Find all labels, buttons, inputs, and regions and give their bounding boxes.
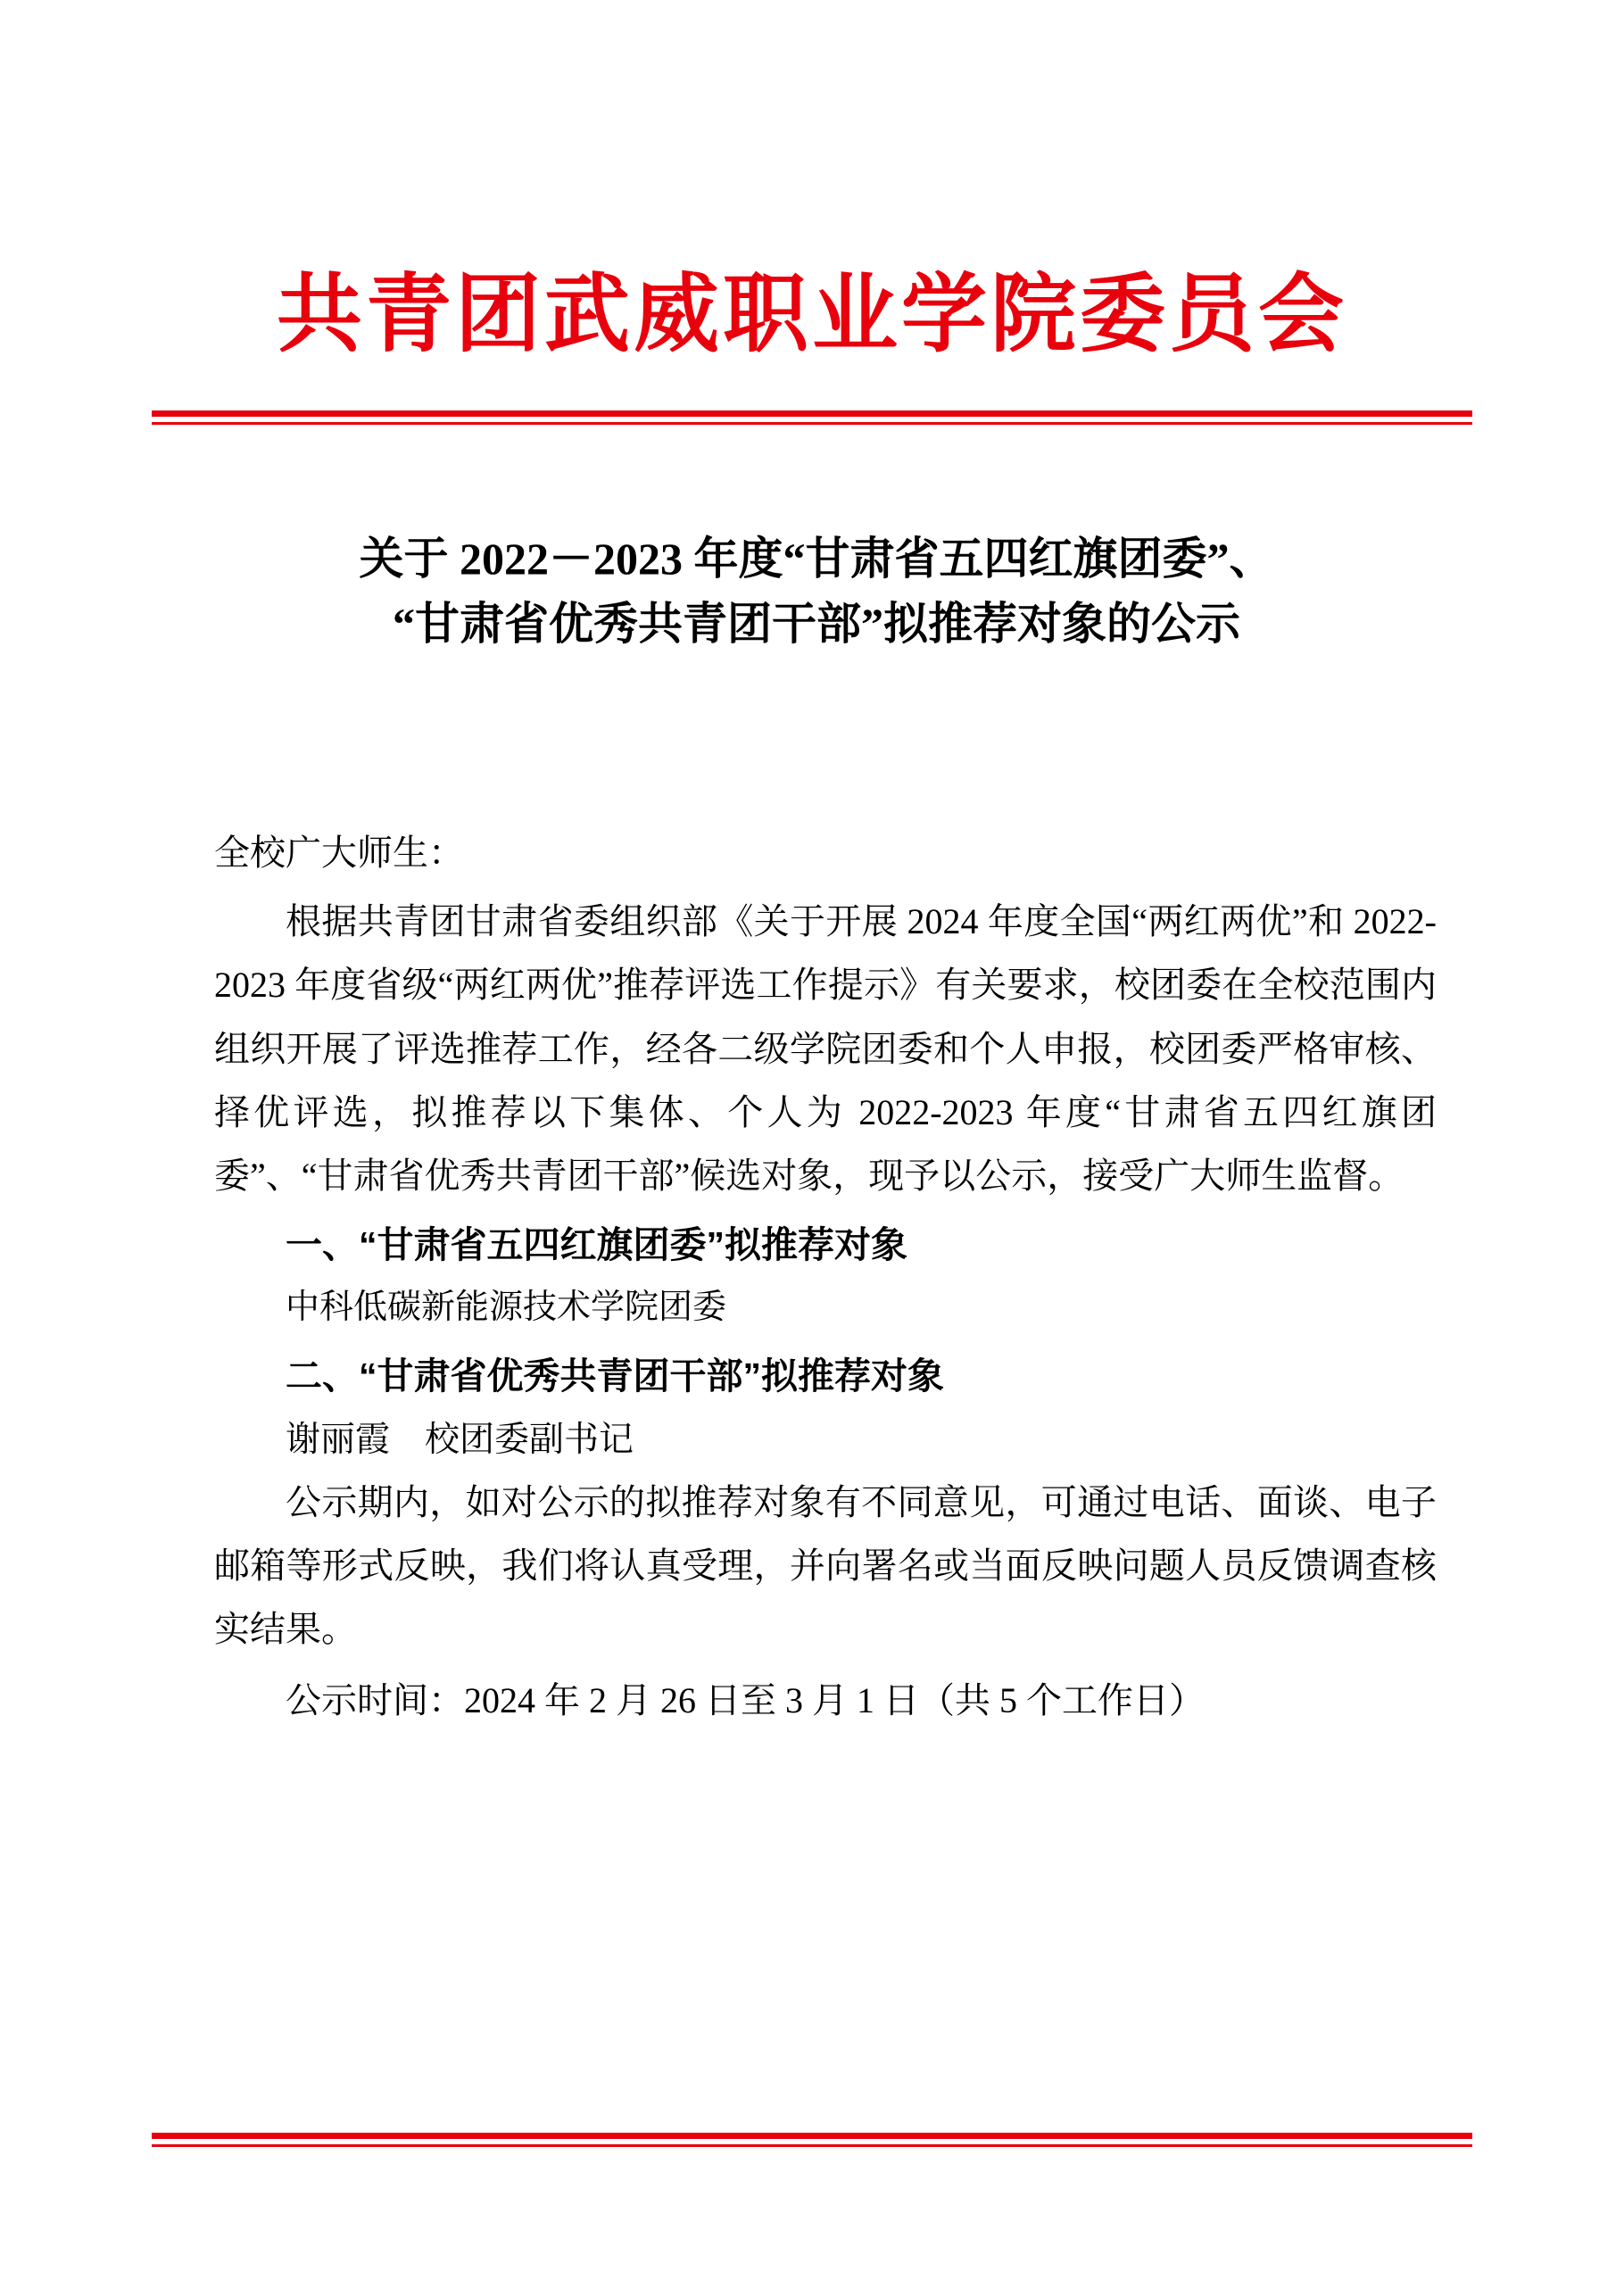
footer-rule-thick [152,2133,1472,2139]
body-paragraph-2: 公示期内，如对公示的拟推荐对象有不同意见，可通过电话、面谈、电子邮箱等形式反映，我们将认真受理，并向署名或当面反映问题人员反馈调查核实结果。 [214,1482,1437,1650]
section-2-item: 谢丽霞 校团委副书记 [286,1420,634,1459]
salutation: 全校广大师生： [214,833,464,873]
page-title-line-1: 关于 2022－2023 年度“甘肃省五四红旗团委”、 [359,534,1274,584]
header-rule-group [152,410,1472,425]
letterhead-title: 共青团武威职业学院委员会 [277,267,1347,362]
header-rule-thick [152,410,1472,417]
section-1-item: 中科低碳新能源技术学院团委 [286,1289,727,1327]
section-heading-1: 一、“甘肃省五四红旗团委”拟推荐对象 [286,1224,907,1266]
footer-rule-group [152,2133,1472,2147]
notice-period: 公示时间：2024 年 2 月 26 日至 3 月 1 日（共 5 个工作日） [286,1679,1205,1720]
footer-rule-thin [152,2144,1472,2147]
document-body [214,821,1437,1732]
section-heading-2: 二、“甘肃省优秀共青团干部”拟推荐对象 [286,1355,944,1397]
letterhead [0,268,1624,362]
body-paragraph-1: 根据共青团甘肃省委组织部《关于开展 2024 年度全国“两红两优”和 2022-2023 年度省级“两红两优”推荐评选工作提示》有关要求，校团委在全校范围内组织开展了评选推荐工作，经各二级学院团委和个人申报，校团委严格审核、择优评选，拟推荐以下集体、个人为 2022-2023 年度“甘肃省五四红旗团委”、“甘肃省优秀共青团干部”候选对象，现予以公示，接受广大师生监督。 [214,901,1437,1196]
page-title [205,526,1428,656]
page-title-line-2: “甘肃省优秀共青团干部”拟推荐对象的公示 [393,598,1240,649]
header-rule-thin [152,422,1472,425]
